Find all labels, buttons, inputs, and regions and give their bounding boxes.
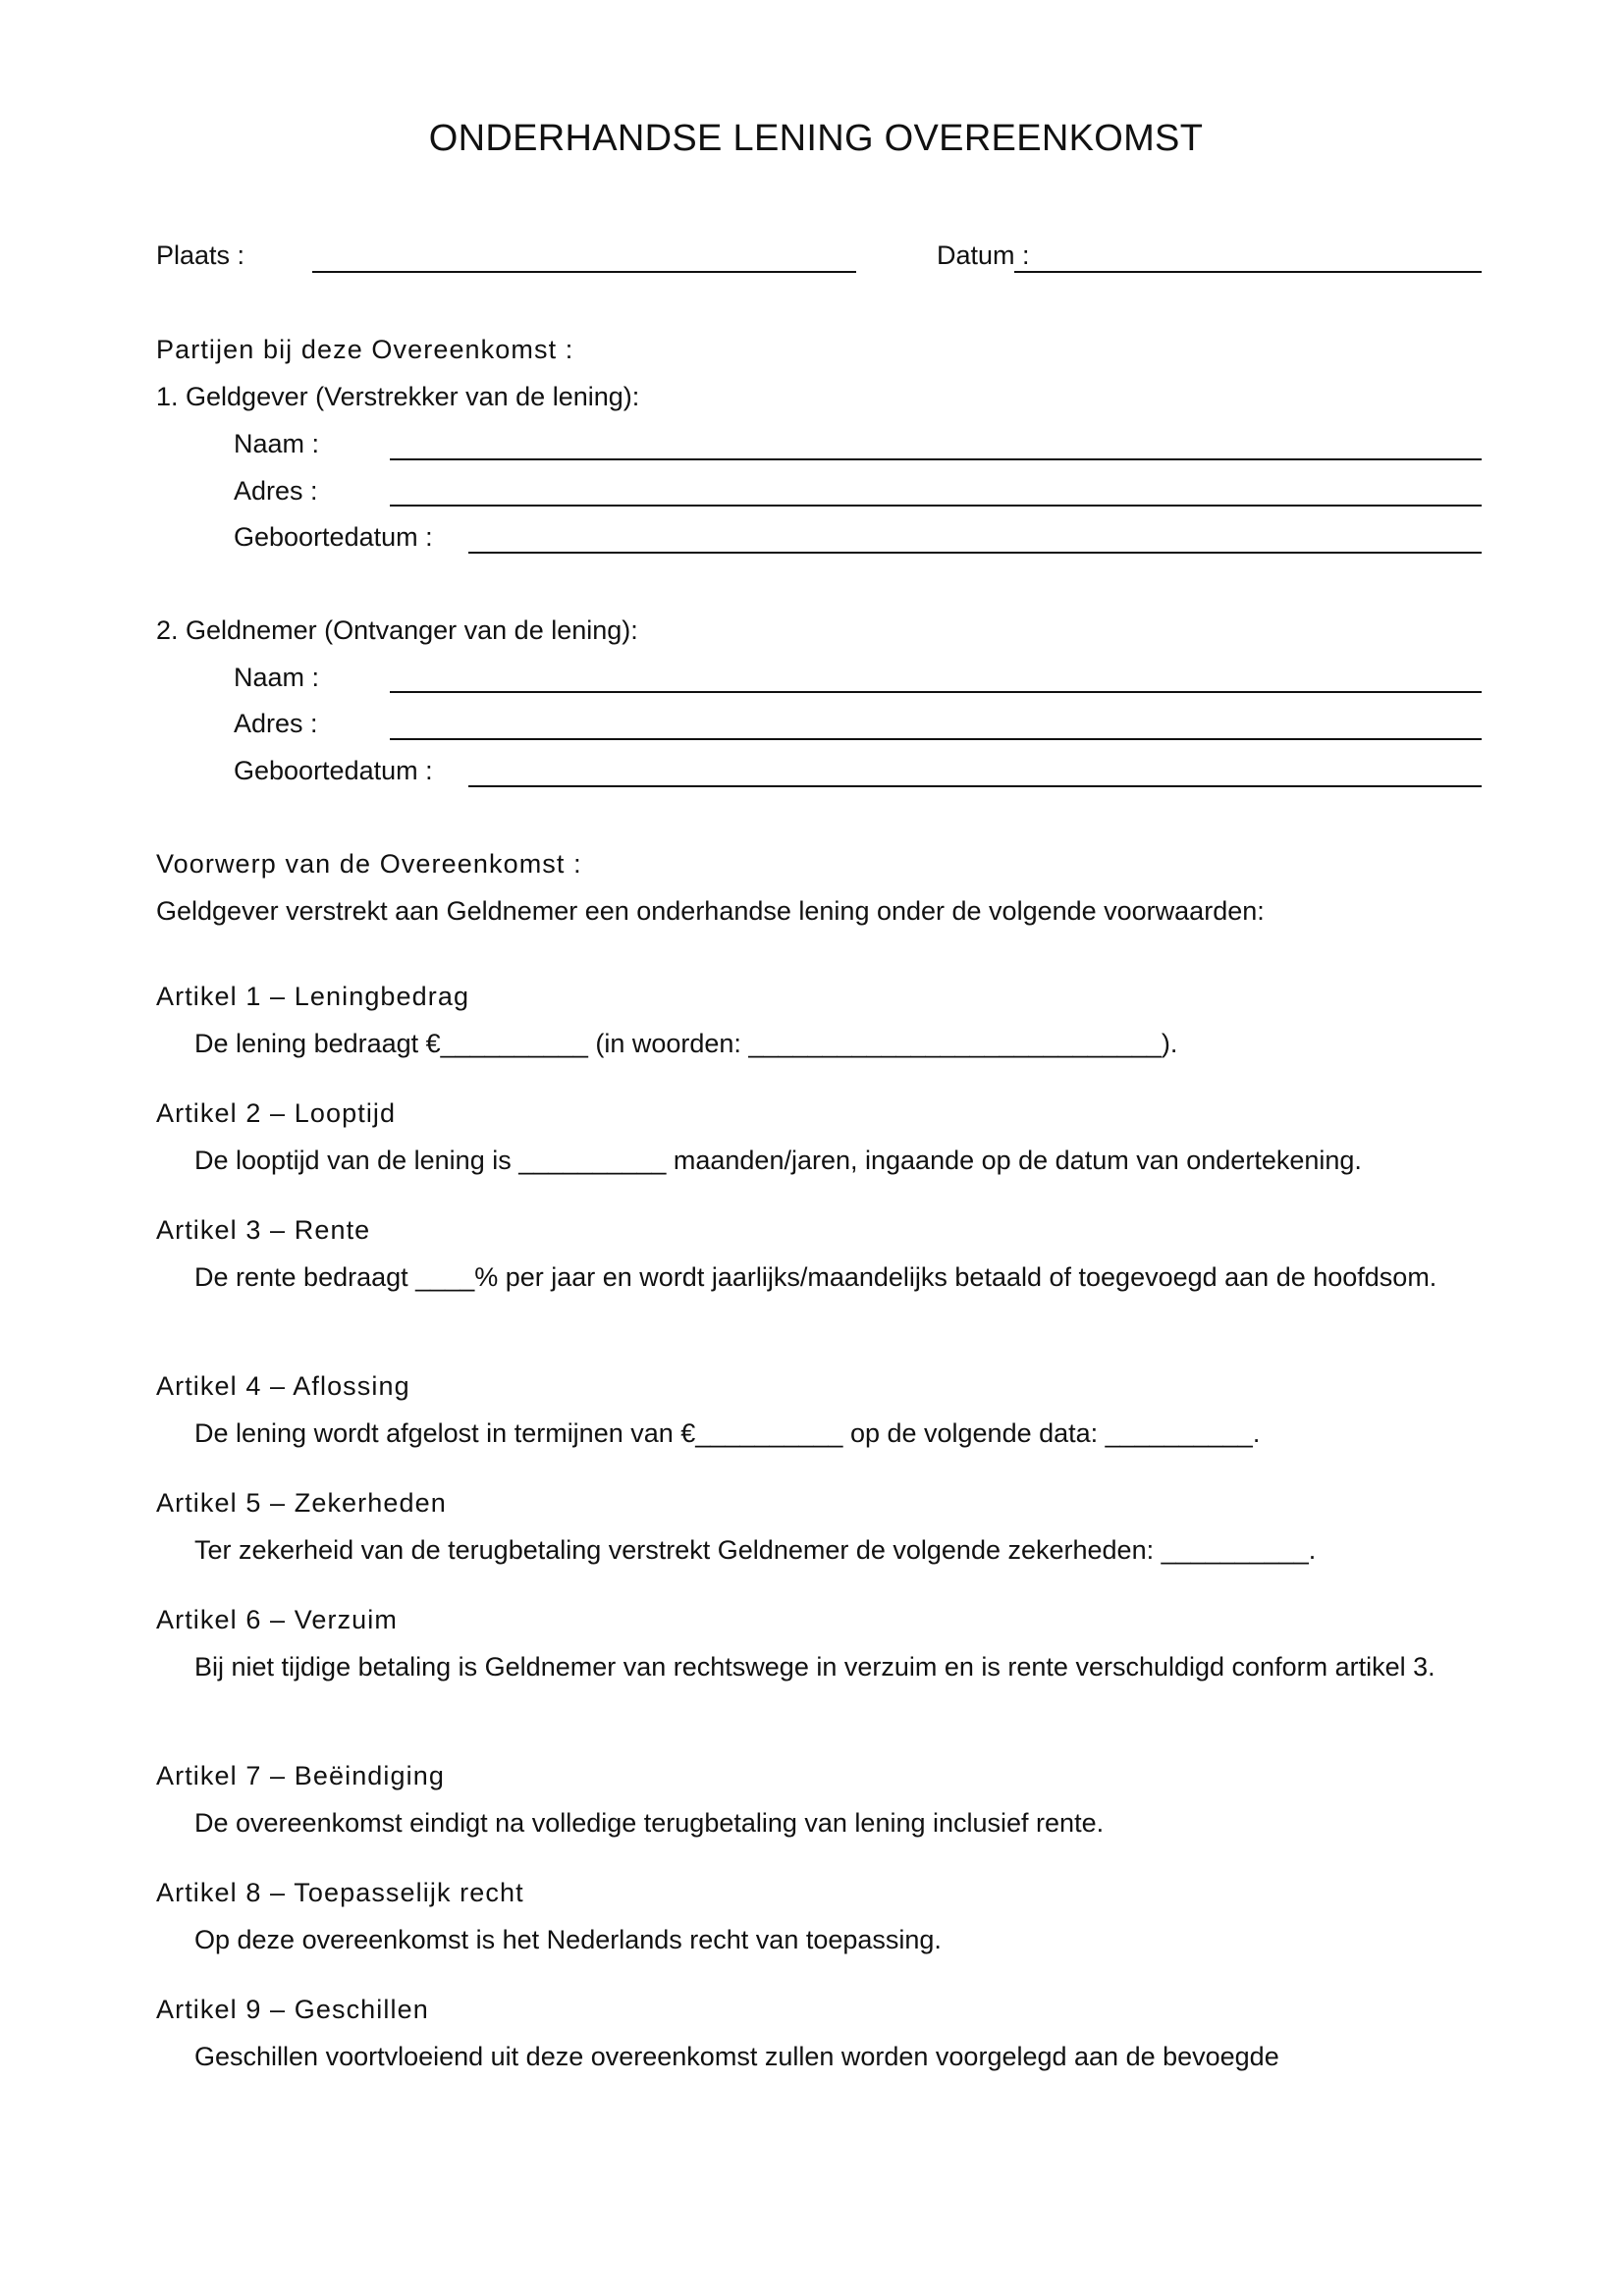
borrower-heading: 2. Geldnemer (Ontvanger van de lening): (156, 615, 638, 645)
place-field[interactable] (312, 271, 856, 273)
article-4-heading: Artikel 4 – Aflossing (156, 1371, 410, 1401)
document-title: ONDERHANDSE LENING OVEREENKOMST (428, 118, 1204, 159)
article-5-text: Ter zekerheid van de terugbetaling verstrekt Geldnemer de volgende zekerheden: __________. (194, 1535, 1317, 1565)
article-2-heading: Artikel 2 – Looptijd (156, 1098, 397, 1128)
article-7-text: De overeenkomst eindigt na volledige terugbetaling van lening inclusief rente. (194, 1808, 1105, 1838)
lender-name-field[interactable] (390, 458, 1482, 460)
article-3-text: De rente bedraagt ____% per jaar en wordt jaarlijks/maandelijks betaald of toegevoegd aan de hoofdsom. (194, 1262, 1437, 1292)
article-1-text: De lening bedraagt €__________ (in woorden: ____________________________). (194, 1029, 1178, 1058)
lender-birthdate-label: Geboortedatum : (234, 522, 433, 552)
lender-heading: 1. Geldgever (Verstrekker van de lening): (156, 382, 640, 411)
date-label: Datum : (937, 240, 1030, 270)
lender-address-label: Adres : (234, 476, 318, 506)
place-label: Plaats : (156, 240, 245, 270)
borrower-address-field[interactable] (390, 738, 1482, 740)
lender-name-label: Naam : (234, 429, 320, 458)
subject-text: Geldgever verstrekt aan Geldnemer een onderhandse lening onder de volgende voorwaarden: (156, 896, 1265, 926)
article-9-text: Geschillen voortvloeiend uit deze overeenkomst zullen worden voorgelegd aan de bevoegde (194, 2042, 1279, 2071)
article-2-text: De looptijd van de lening is __________ maanden/jaren, ingaande op de datum van ondertekening. (194, 1146, 1362, 1175)
article-6-heading: Artikel 6 – Verzuim (156, 1605, 398, 1634)
borrower-birthdate-label: Geboortedatum : (234, 756, 433, 785)
date-field[interactable] (1014, 271, 1482, 273)
lender-birthdate-field[interactable] (468, 552, 1482, 554)
lender-address-field[interactable] (390, 505, 1482, 507)
article-8-text: Op deze overeenkomst is het Nederlands recht van toepassing. (194, 1925, 942, 1954)
article-4-text: De lening wordt afgelost in termijnen van €__________ op de volgende data: __________. (194, 1418, 1261, 1448)
subject-heading: Voorwerp van de Overeenkomst : (156, 849, 582, 879)
article-3-heading: Artikel 3 – Rente (156, 1215, 371, 1245)
article-1-heading: Artikel 1 – Leningbedrag (156, 982, 470, 1011)
article-7-heading: Artikel 7 – Beëindiging (156, 1761, 445, 1790)
article-5-heading: Artikel 5 – Zekerheden (156, 1488, 447, 1518)
article-6-text: Bij niet tijdige betaling is Geldnemer van rechtswege in verzuim en is rente verschuldigd conform artikel 3. (194, 1652, 1435, 1682)
borrower-name-label: Naam : (234, 663, 320, 692)
borrower-name-field[interactable] (390, 691, 1482, 693)
borrower-address-label: Adres : (234, 709, 318, 738)
borrower-birthdate-field[interactable] (468, 785, 1482, 787)
parties-heading: Partijen bij deze Overeenkomst : (156, 335, 574, 364)
article-8-heading: Artikel 8 – Toepasselijk recht (156, 1878, 524, 1907)
article-9-heading: Artikel 9 – Geschillen (156, 1995, 429, 2024)
